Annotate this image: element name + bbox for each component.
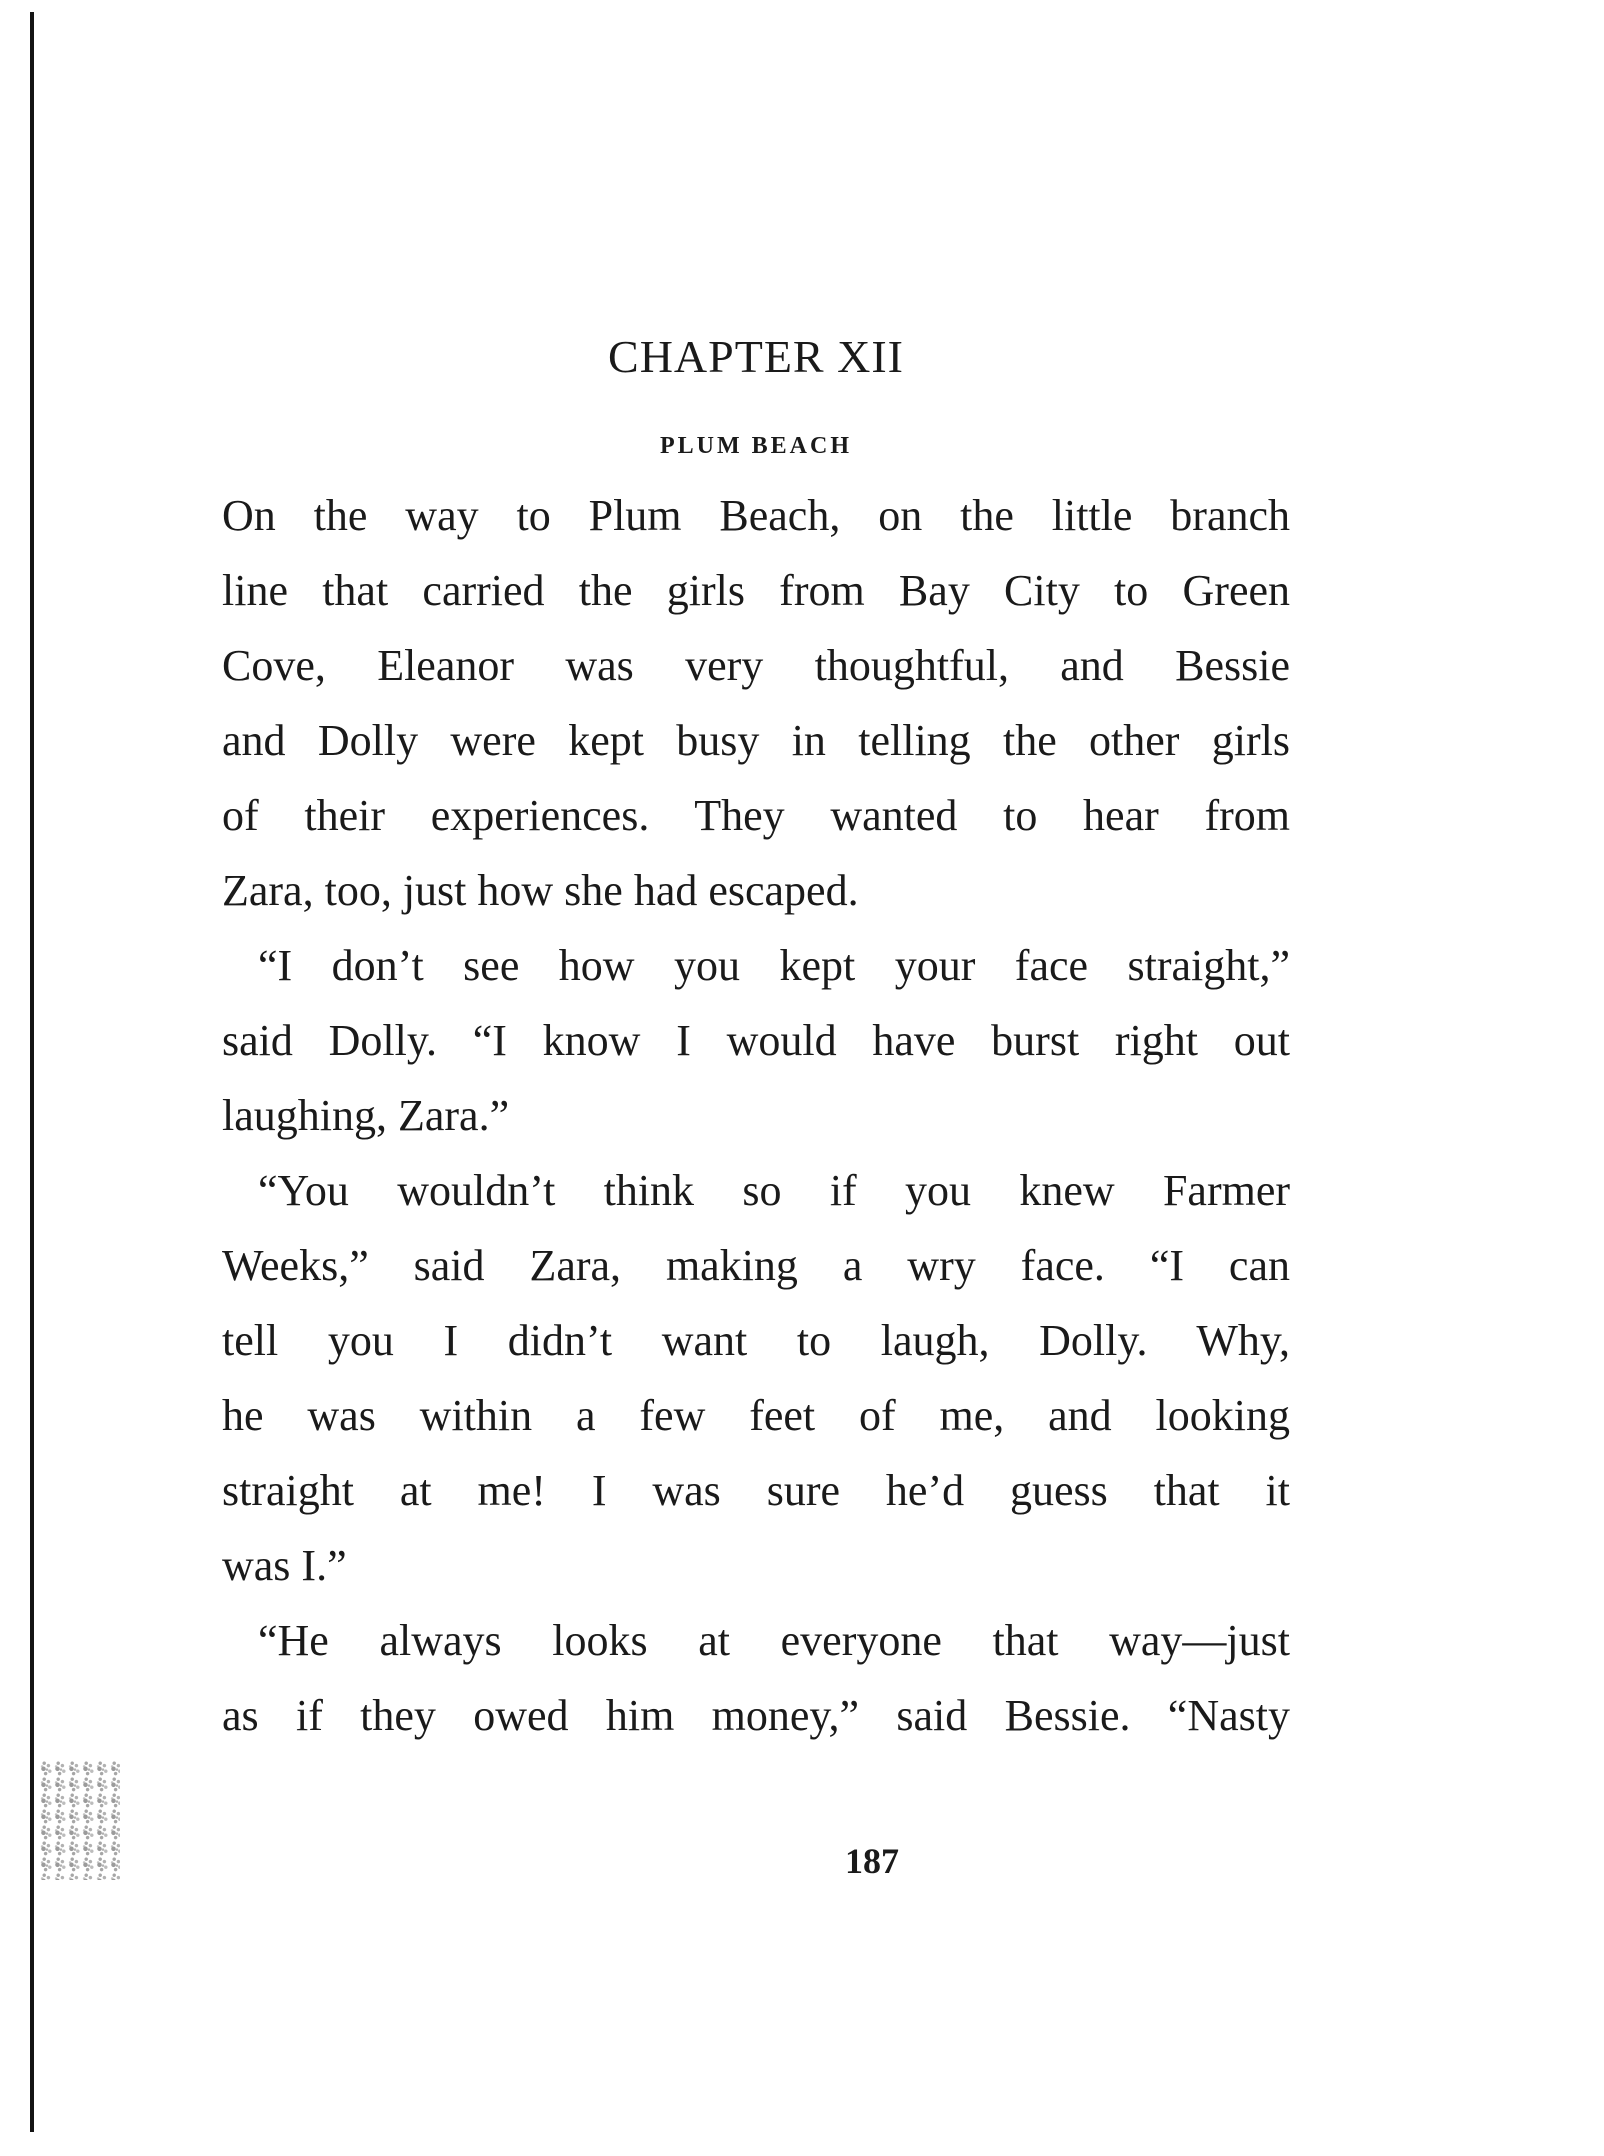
text-line: Zara, too, just how she had escaped. (222, 866, 859, 915)
binding-edge (30, 12, 34, 2132)
text-line: of their experiences. They wanted to hear from (222, 791, 1290, 840)
text-line: “You wouldn’t think so if you knew Farmer (258, 1166, 1290, 1215)
text-line: line that carried the girls from Bay City to Green (222, 566, 1290, 615)
text-line: Weeks,” said Zara, making a wry face. “I can (222, 1241, 1290, 1290)
text-line: On the way to Plum Beach, on the little branch (222, 491, 1290, 540)
page-text (222, 330, 1290, 1753)
text-line: Cove, Eleanor was very thoughtful, and Bessie (222, 641, 1290, 690)
text-line: said Dolly. “I know I would have burst right out (222, 1016, 1290, 1065)
text-line: straight at me! I was sure he’d guess that it (222, 1466, 1290, 1515)
text-line: tell you I didn’t want to laugh, Dolly. Why, (222, 1316, 1290, 1365)
paragraph-4 (222, 1603, 1290, 1753)
text-line: and Dolly were kept busy in telling the other girls (222, 716, 1290, 765)
text-line: as if they owed him money,” said Bessie. “Nasty (222, 1691, 1290, 1740)
text-line: “I don’t see how you kept your face straight,” (258, 941, 1290, 990)
chapter-subtitle: PLUM BEACH (660, 433, 852, 459)
chapter-title: CHAPTER XII (608, 331, 904, 382)
paragraph-3 (222, 1153, 1290, 1603)
paragraph-1 (222, 478, 1290, 928)
text-line: laughing, Zara.” (222, 1091, 510, 1140)
paragraph-2 (222, 928, 1290, 1153)
text-line: he was within a few feet of me, and looking (222, 1391, 1290, 1440)
text-line: was I.” (222, 1541, 347, 1590)
text-line: “He always looks at everyone that way—just (258, 1616, 1290, 1665)
page-number: 187 (845, 1841, 899, 1881)
